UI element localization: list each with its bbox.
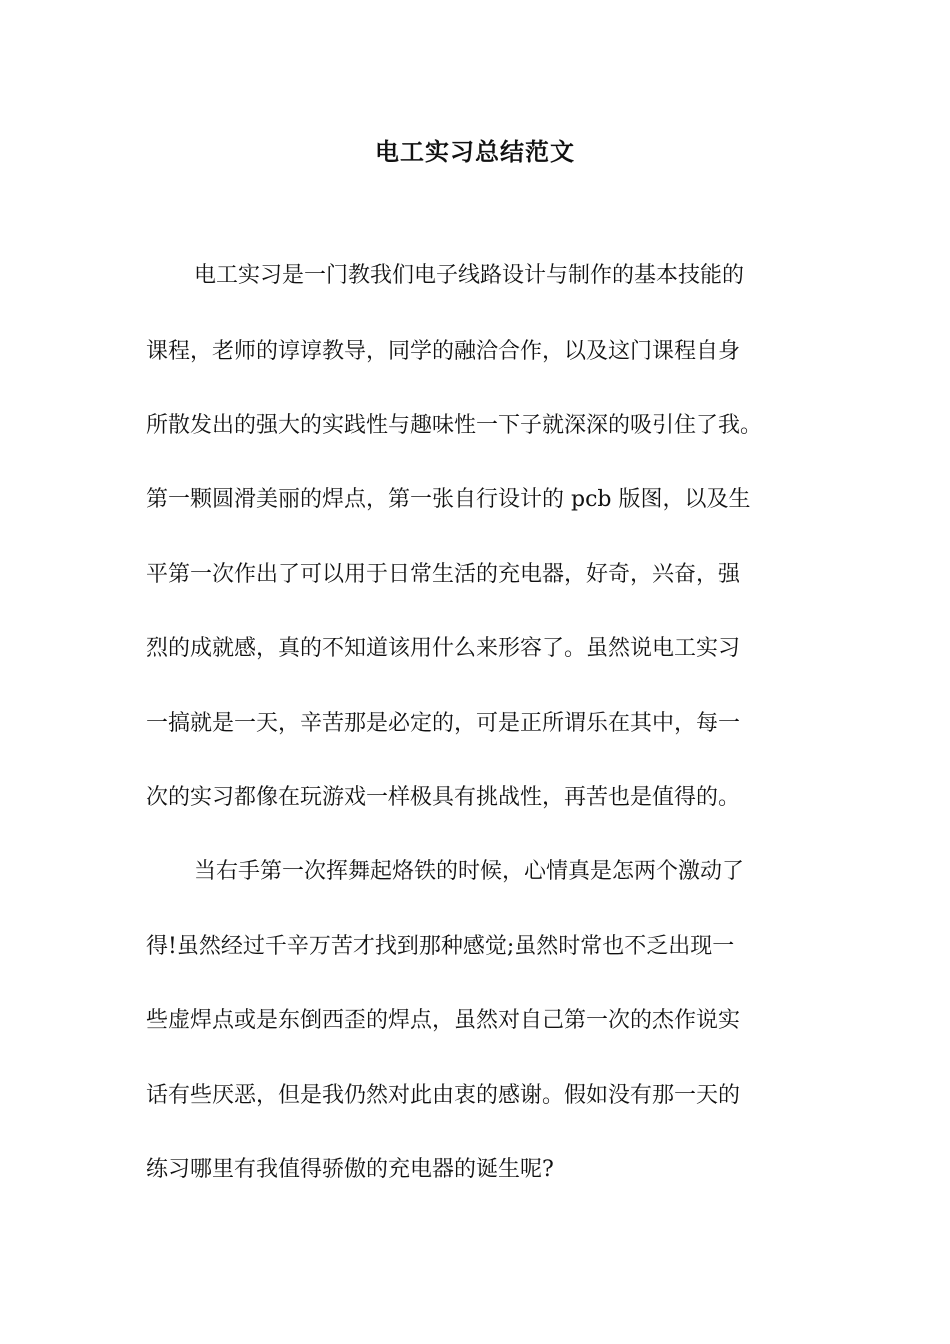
document-title: 电工实习总结范文 (375, 137, 575, 166)
paragraph-line: 课程，老师的谆谆教导，同学的融洽合作，以及这门课程自身 (146, 339, 741, 364)
paragraph-line: 电工实习是一门教我们电子线路设计与制作的基本技能的 (194, 263, 745, 288)
paragraph-line: 练习哪里有我值得骄傲的充电器的诞生呢? (146, 1157, 554, 1182)
paragraph-line: 一搞就是一天，辛苦那是必定的，可是正所谓乐在其中，每一 (146, 711, 741, 736)
paragraph-line: 话有些厌恶，但是我仍然对此由衷的感谢。假如没有那一天的 (146, 1083, 741, 1108)
paragraph-line: 第一颗圆滑美丽的焊点，第一张自行设计的 pcb 版图，以及生 (146, 487, 751, 512)
paragraph-line: 些虚焊点或是东倒西歪的焊点，虽然对自己第一次的杰作说实 (146, 1008, 741, 1033)
paragraph-line: 次的实习都像在玩游戏一样极具有挑战性，再苦也是值得的。 (146, 785, 741, 810)
paragraph-line: 得!虽然经过千辛万苦才找到那种感觉;虽然时常也不乏出现一 (146, 934, 735, 959)
paragraph-line: 所散发出的强大的实践性与趣味性一下子就深深的吸引住了我。 (146, 413, 763, 438)
paragraph-line: 烈的成就感，真的不知道该用什么来形容了。虽然说电工实习 (146, 636, 741, 661)
paragraph-line: 平第一次作出了可以用于日常生活的充电器，好奇，兴奋，强 (146, 562, 741, 587)
paragraph-line: 当右手第一次挥舞起烙铁的时候，心情真是怎两个激动了 (194, 859, 745, 884)
